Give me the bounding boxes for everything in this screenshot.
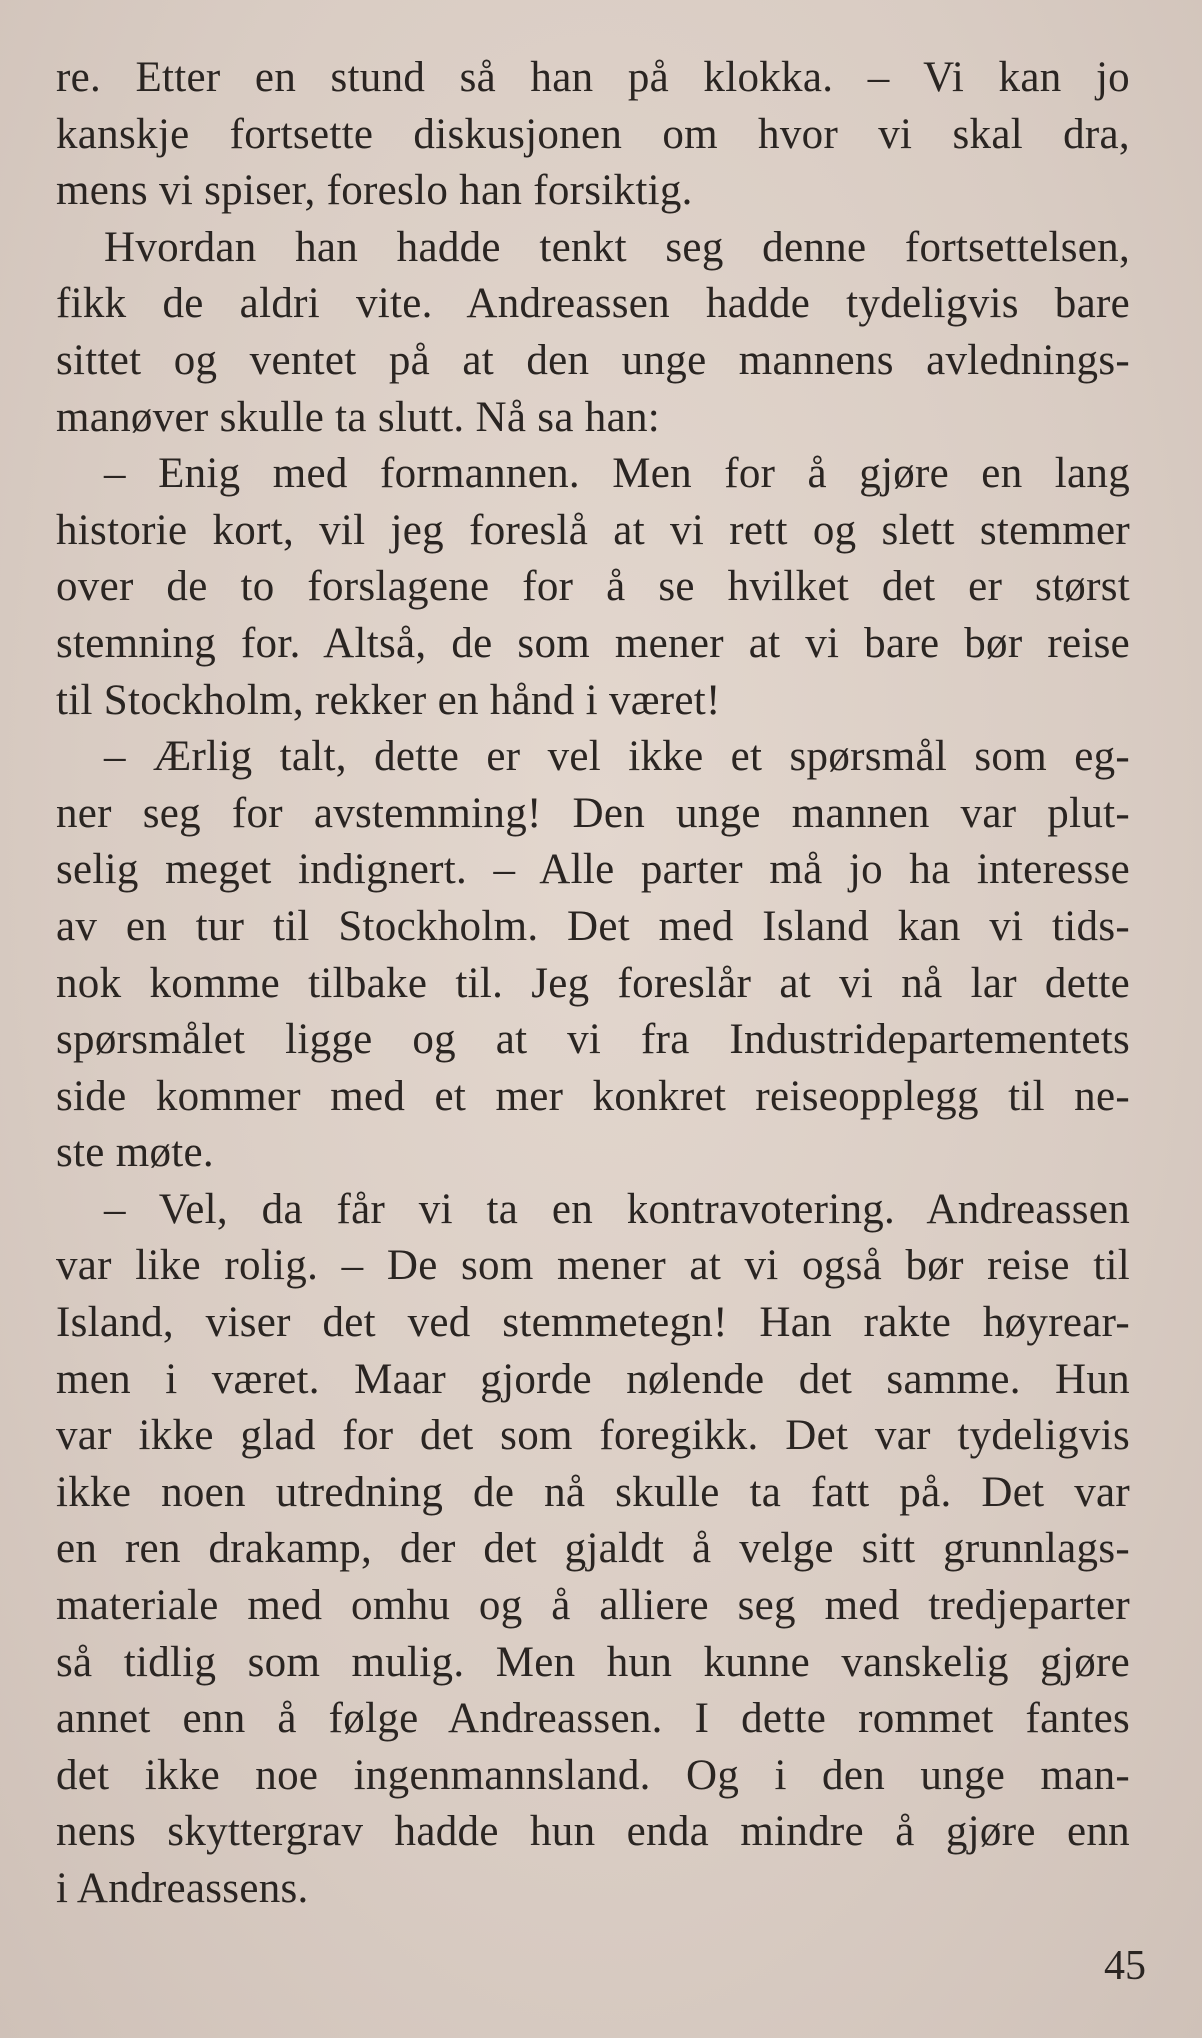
text-line: – Vel, da får vi ta en kontravotering. Andreassen [104,1185,1130,1233]
text-line: ikke noen utredning de nå skulle ta fatt på. Det var [56,1468,1130,1516]
text-line: stemning for. Altså, de som mener at vi bare bør reise [56,619,1130,667]
text-line: side kommer med et mer konkret reiseopplegg til ne- [56,1072,1130,1120]
text-line: ste møte. [56,1129,214,1177]
text-line: – Enig med formannen. Men for å gjøre en lang [104,450,1130,498]
text-line: re. Etter en stund så han på klokka. – Vi kan jo [56,54,1130,101]
text-line: var like rolig. – De som mener at vi også bør reise til [56,1242,1130,1290]
text-line: så tidlig som mulig. Men hun kunne vanskelig gjøre [56,1638,1130,1686]
text-line: spørsmålet ligge og at vi fra Industridepartementets [56,1016,1130,1064]
text-line: en ren drakamp, der det gjaldt å velge sitt grunnlags- [56,1525,1130,1573]
text-line: materiale med omhu og å alliere seg med tredjeparter [56,1582,1130,1630]
text-line: kanskje fortsette diskusjonen om hvor vi skal dra, [56,110,1130,158]
text-line: av en tur til Stockholm. Det med Island kan vi tids- [56,902,1130,950]
text-line: til Stockholm, rekker en hånd i været! [56,676,721,724]
text-line: – Ærlig talt, dette er vel ikke et spørsmål som eg- [104,733,1130,781]
text-line: i Andreassens. [56,1865,309,1912]
text-line: over de to forslagene for å se hvilket det er størst [56,563,1130,611]
book-page-text [56,50,1130,1918]
text-line: ner seg for avstemming! Den unge mannen var plut- [56,789,1130,837]
text-line: var ikke glad for det som foregikk. Det var tydeligvis [56,1412,1130,1460]
text-line: nok komme tilbake til. Jeg foreslår at vi nå lar dette [56,959,1130,1007]
text-line: Hvordan han hadde tenkt seg denne fortsettelsen, [104,223,1130,271]
text-line: sittet og ventet på at den unge mannens avlednings- [56,336,1130,384]
text-line: manøver skulle ta slutt. Nå sa han: [56,393,660,441]
text-line: det ikke noe ingenmannsland. Og i den unge man- [56,1751,1130,1799]
text-line: nens skyttergrav hadde hun enda mindre å gjøre enn [56,1808,1130,1856]
text-line: Island, viser det ved stemmetegn! Han rakte høyrear- [56,1299,1130,1347]
text-line: historie kort, vil jeg foreslå at vi rett og slett stemmer [56,506,1130,554]
text-line: annet enn å følge Andreassen. I dette rommet fantes [56,1695,1130,1743]
text-line: men i været. Maar gjorde nølende det samme. Hun [56,1355,1130,1403]
text-line: mens vi spiser, foreslo han forsiktig. [56,167,693,215]
text-line: selig meget indignert. – Alle parter må jo ha interesse [56,846,1130,894]
page-number: 45 [1104,1943,1146,1989]
text-line: fikk de aldri vite. Andreassen hadde tydeligvis bare [56,280,1130,328]
